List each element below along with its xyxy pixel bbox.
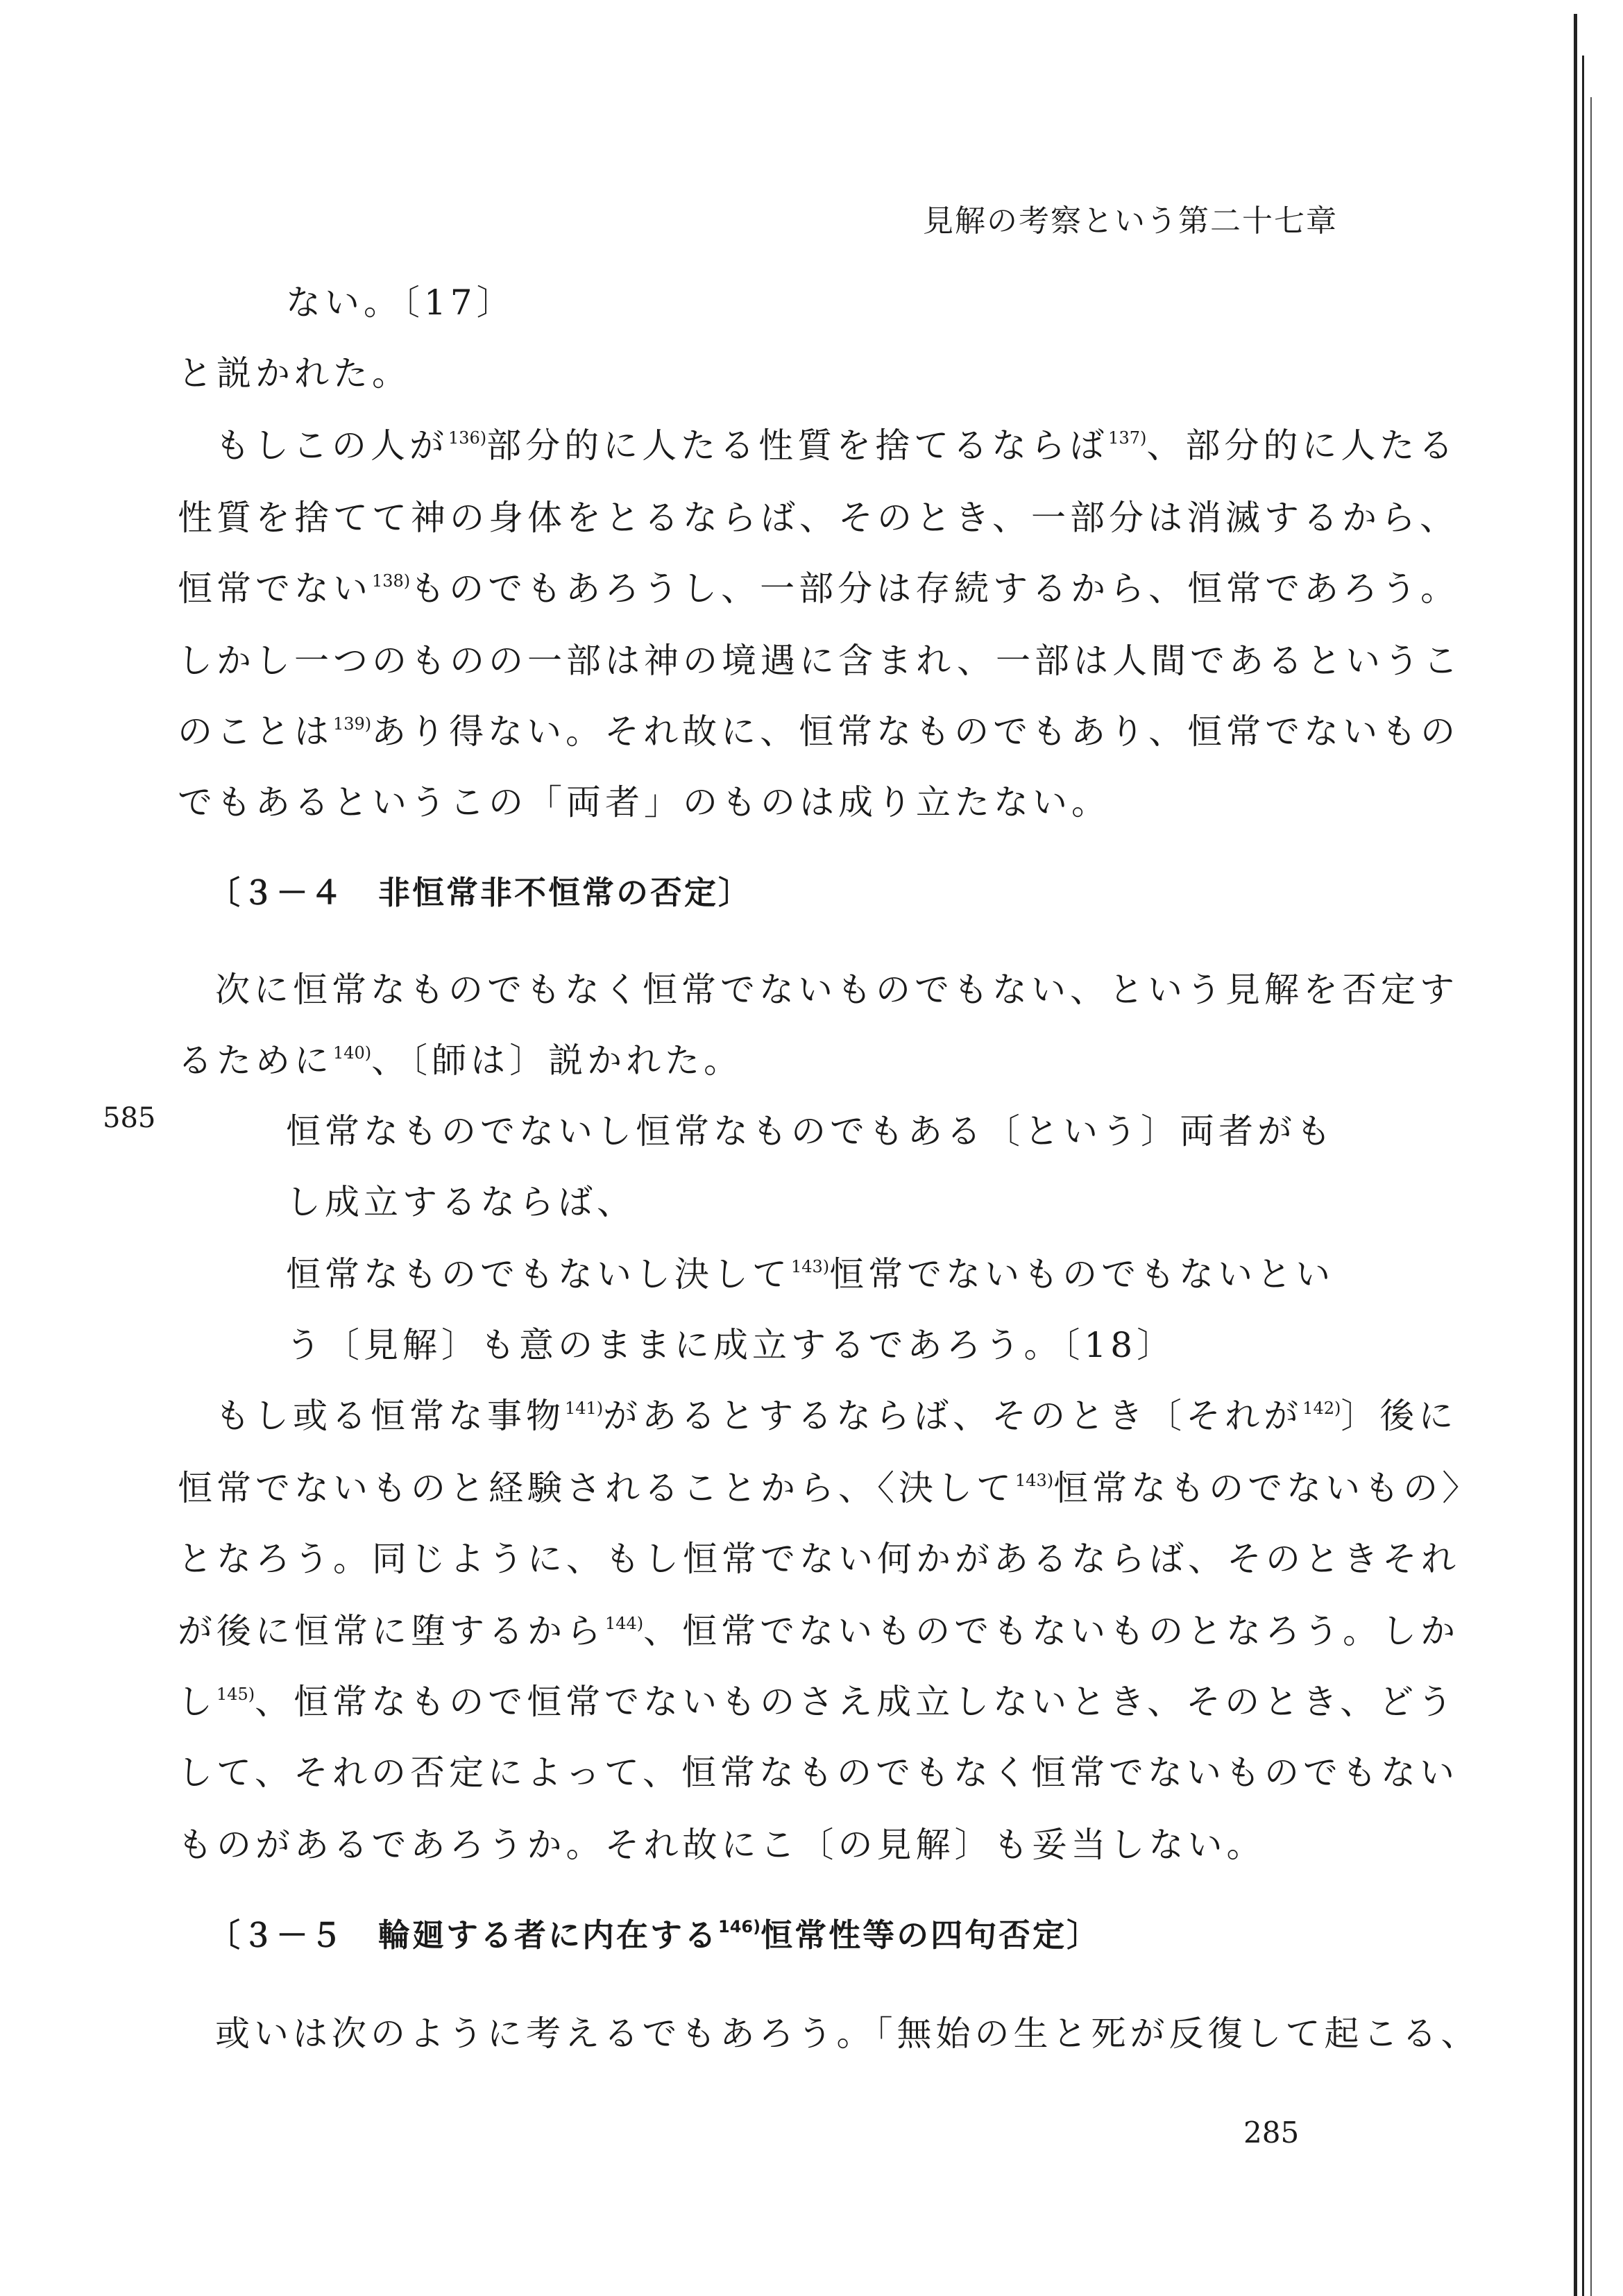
scan-edge-line <box>1582 56 1584 2296</box>
text-line <box>215 1388 1457 1438</box>
text-line <box>178 1460 1481 1510</box>
text-segment: 〕後に <box>1341 1396 1458 1436</box>
verse-line <box>286 1247 1334 1297</box>
footnote-ref: 136) <box>448 428 487 448</box>
text-segment: があるとするならば、そのとき〔それが <box>603 1396 1303 1436</box>
footnote-ref: 145) <box>216 1685 255 1704</box>
footnote-ref: 138) <box>372 571 411 591</box>
text-segment: のことは <box>178 711 333 752</box>
text-segment: 、〔師は〕説かれた。 <box>371 1040 743 1081</box>
text-line <box>178 1745 1459 1795</box>
footnote-ref: 142) <box>1302 1399 1341 1418</box>
footnote-ref: 137) <box>1108 428 1147 448</box>
text-segment: 恒常なものでもないし決して <box>286 1254 791 1294</box>
footnote-ref: 139) <box>333 714 372 734</box>
scan-edge-line <box>1574 14 1577 2296</box>
text-segment: ない。〔17〕 <box>286 282 516 323</box>
verse-line <box>286 1317 1175 1367</box>
text-segment: ものでもあろうし、一部分は存続するから、恒常であろう。 <box>410 568 1460 609</box>
text-line <box>178 633 1462 683</box>
text-segment: もしこの人が <box>215 425 448 466</box>
text-segment: 次に恒常なものでもなく恒常でないものでもない、という見解を否定す <box>215 970 1459 1010</box>
text-segment: 部分的に人たる性質を捨てるならば <box>486 425 1109 466</box>
section-heading <box>208 868 752 913</box>
text-segment: 恒常性等の四句否定〕 <box>760 1916 1101 1954</box>
text-line <box>215 418 1457 468</box>
text-segment: 恒常でない <box>178 568 372 609</box>
section-heading <box>208 1910 1101 1956</box>
text-segment: もし或る恒常な事物 <box>215 1396 565 1436</box>
text-segment: し <box>178 1682 216 1722</box>
text-line <box>215 962 1459 1012</box>
text-line <box>178 704 1459 754</box>
text-segment: 〔３－４ 非恒常非不恒常の否定〕 <box>208 874 752 911</box>
text-segment: 恒常でないものでもないとい <box>829 1254 1335 1294</box>
text-segment: と説かれた。 <box>178 353 411 394</box>
text-line <box>178 490 1459 540</box>
text-segment: し成立するならば、 <box>286 1182 636 1222</box>
text-line <box>178 1817 1266 1867</box>
text-line <box>286 275 516 325</box>
text-segment: 性質を捨てて神の身体をとるならば、そのとき、一部分は消滅するから、 <box>178 498 1459 538</box>
text-segment: 恒常なものでないもの〉 <box>1053 1468 1481 1508</box>
footnote-ref: 140) <box>333 1043 372 1063</box>
footnote-ref: 141) <box>565 1399 604 1418</box>
text-line <box>215 2006 1480 2056</box>
text-segment: あり得ない。それ故に、恒常なものでもあり、恒常でないもの <box>371 711 1460 752</box>
text-segment: 、恒常でないものでもないものとなろう。しか <box>643 1611 1460 1651</box>
text-segment: して、それの否定によって、恒常なものでもなく恒常でないものでもない <box>178 1753 1459 1793</box>
text-segment: となろう。同じように、もし恒常でない何かがあるならば、そのときそれ <box>178 1539 1460 1579</box>
footnote-ref: 143) <box>791 1257 830 1276</box>
page-number: 285 <box>1243 2116 1300 2150</box>
text-line <box>178 775 1110 825</box>
text-segment: 恒常でないものと経験されることから、〈決して <box>178 1468 1015 1508</box>
scan-edge-line <box>1590 97 1592 2296</box>
text-segment: 或いは次のように考えるでもあろう。「無始の生と死が反復して起こる、 <box>215 2014 1480 2054</box>
footnote-ref: 146) <box>718 1917 761 1936</box>
text-line <box>178 1033 742 1083</box>
text-segment: でもあるというこの「両者」のものは成り立たない。 <box>178 782 1110 822</box>
footnote-ref: 144) <box>605 1614 644 1633</box>
text-segment: るために <box>178 1040 333 1081</box>
text-segment: 〔３－５ 輪廻する者に内在する <box>208 1916 718 1954</box>
text-segment: しかし一つのものの一部は神の境遇に含まれ、一部は人間であるというこ <box>178 641 1462 681</box>
text-segment: 、部分的に人たる <box>1146 425 1458 466</box>
text-line <box>178 561 1459 611</box>
margin-number: 585 <box>103 1102 156 1134</box>
footnote-ref: 143) <box>1015 1471 1054 1490</box>
text-segment: ものがあるであろうか。それ故にこ〔の見解〕も妥当しない。 <box>178 1825 1266 1865</box>
text-segment: う〔見解〕も意のままに成立するであろう。〔18〕 <box>286 1325 1176 1365</box>
running-head: 見解の考察という第二十七章 <box>923 203 1338 239</box>
text-segment: 、恒常なもので恒常でないものさえ成立しないとき、そのとき、どう <box>255 1682 1457 1722</box>
verse-line <box>286 1104 1335 1154</box>
text-segment: 恒常なものでないし恒常なものでもある〔という〕両者がも <box>286 1111 1335 1151</box>
text-line <box>178 1674 1456 1724</box>
verse-line <box>286 1174 636 1224</box>
text-line <box>178 346 411 396</box>
text-segment: が後に恒常に堕するから <box>178 1611 605 1651</box>
text-line <box>178 1603 1459 1653</box>
text-line <box>178 1531 1460 1581</box>
